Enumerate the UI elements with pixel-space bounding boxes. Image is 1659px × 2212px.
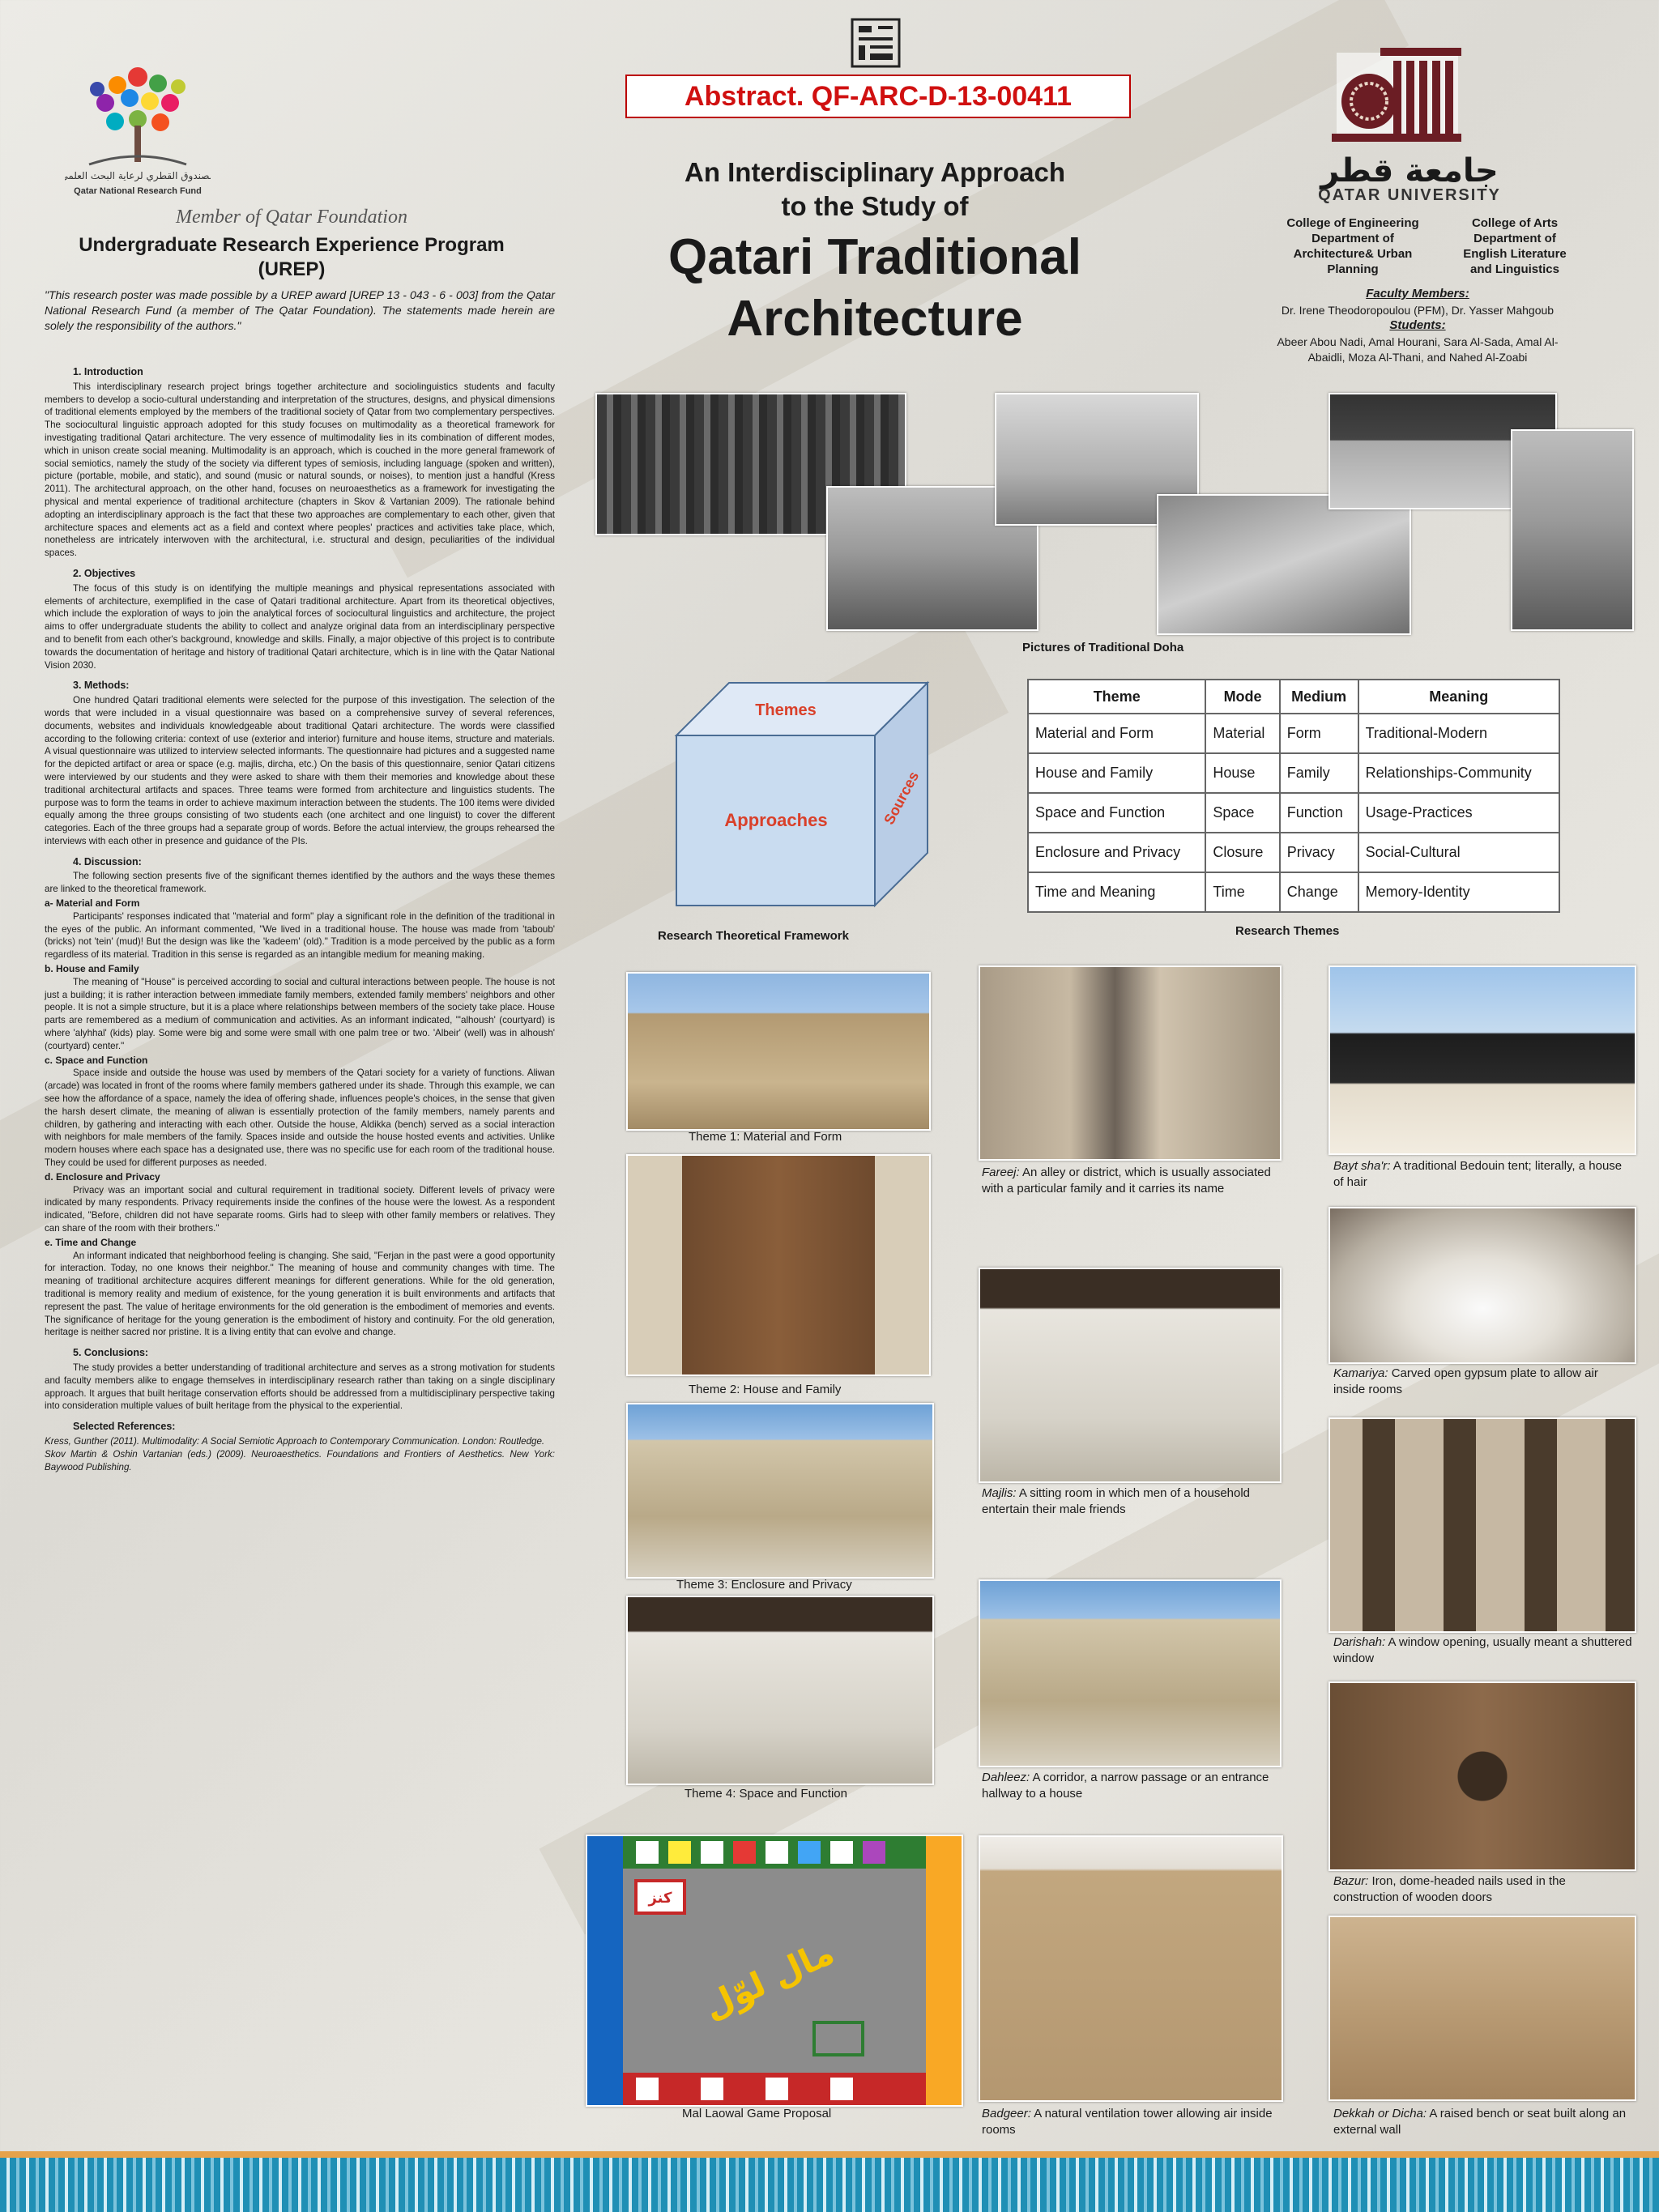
section-heading: 5. Conclusions: [73,1347,149,1359]
table-header-row [1028,680,1559,714]
faculty-names: Dr. Irene Theodoropoulou (PFM), Dr. Yasser Mahgoub [1281,304,1555,317]
table-header: Theme [1028,680,1205,714]
glossary-term: Dahleez: [982,1771,1030,1784]
glossary-definition: A sitting room in which men of a household entertain their male friends [982,1486,1251,1516]
glossary-fareej [982,1165,1290,1197]
student-line: Abeer Abou Nadi, Amal Hourani, Sara Al-Sada, Amal Al- [1277,335,1559,348]
section-heading: Selected References: [73,1421,176,1433]
member-of-qf: Member of Qatar Foundation [176,207,407,228]
dept-line: and Linguistics [1469,262,1559,276]
glossary-definition: An alley or district, which is usually associated with a particular family and it carries its name [982,1166,1271,1196]
glossary-term: Majlis: [982,1486,1017,1500]
subtitle-line: An Interdisciplinary Approach [684,157,1066,187]
table-header: Mode [1205,680,1279,714]
qatar-university-name: QATAR UNIVERSITY [1318,186,1501,204]
table-cell: Privacy [1280,833,1358,872]
photo-theme-space [626,1596,934,1785]
title-line: Qatari Traditional [668,229,1081,285]
page-title [616,227,1134,350]
glossary-term: Fareej: [982,1166,1020,1179]
photo-dahleez [979,1579,1282,1767]
table-cell: Change [1280,872,1358,912]
photo-theme-house [626,1154,931,1376]
framework-cube-diagram [672,679,940,922]
photo-caption: Theme 2: House and Family [689,1383,842,1396]
photo-kamariya [1328,1207,1636,1364]
abstract-id: Abstract. QF-ARC-D-13-00411 [625,75,1131,118]
cube-label-approaches: Approaches [724,810,828,830]
table-cell: Time [1205,872,1279,912]
table-cell: House [1205,753,1279,793]
glossary-term: Dekkah or Dicha: [1333,2107,1427,2120]
reference: Skov Martin & Oshin Vartanian (eds.) (2009). Neuroaesthetics. Foundations and Frontiers of Aesthetics. New York: Baywood Publishing. [45,1448,555,1473]
subsection-text: The meaning of "House" is perceived according to social and cultural interactions between people. The house is not just a building; it is rather interaction between immediate family members, extended family members' neighbors and other people. It is not a simple structure, but it is a place where relationships between members of the society take place. House parts are remembered as a medium of communication and activities. As an informant indicated, "'alhoush' (courtyard) is where 'alyhhal' (kids) play. Some were big and some were small with one palm tree or two. 'Albeir' (well) was in alhoush' (courtyard) center." [45,976,555,1051]
game-board-image [586,1835,963,2107]
program-abbr: (UREP) [258,258,326,280]
table-row [1028,753,1559,793]
subsection-text: Space inside and outside the house was used by members of the Qatari society for a variety of functions. Aliwan (arcade) was located in front of the rooms where family members gathered under its shade. Through this example, we can see how the affordance of a space, namely the idea of offering shade, influences people's choices, in the sense that given the harsh desert climate, the meaning of aliwan is essentially protection of the family members, namely parents and children, by gathering and interacting with each other. Outside the house, Aldikka (bench) served as a social interaction with neighbors for male members of the family. Spaces inside and outside the house hosted events and activities. Unlike modern houses where each space has a designated use, there was no specific use for each room of the traditional house. They could be used for different purposes as needed. [45,1068,555,1169]
glossary-definition: A raised bench or seat built along an external wall [1333,2107,1627,2137]
table-cell: Traditional-Modern [1358,714,1559,753]
table-cell: Closure [1205,833,1279,872]
photo-caption: Theme 4: Space and Function [684,1787,847,1801]
glossary-badgeer [982,2106,1290,2138]
glossary-kamariya [1333,1366,1633,1398]
photo-doha-street [1157,494,1411,635]
table-cell: Function [1280,793,1358,833]
disclaimer: "This research poster was made possible by a UREP award [UREP 13 - 043 - 6 - 003] from the Qatar National Research Fund (a member of The Qatar Foundation). The statements made herein are solely the responsibility of the authors." [45,288,555,332]
table-cell: Material [1205,714,1279,753]
table-row [1028,872,1559,912]
pictures-caption: Pictures of Traditional Doha [1022,641,1184,654]
photo-dekkah [1328,1916,1636,2101]
glossary-term: Kamariya: [1333,1366,1388,1380]
research-themes-table [1027,679,1560,913]
section-heading: 2. Objectives [73,567,136,579]
table-header: Meaning [1358,680,1559,714]
subsection-heading: d. Enclosure and Privacy [45,1170,160,1183]
glossary-definition: A window opening, usually meant a shuttered window [1333,1635,1632,1665]
photo-doha-alley [1511,429,1634,631]
subtitle-line: to the Study of [781,191,969,221]
photo-majlis [979,1268,1282,1483]
subsection-text: Privacy was an important social and cultural requirement in traditional society. Different levels of privacy were indicated by many respondents. Privacy requirements inside the confines of the house were the lowest. As a respondent indicated, "Before, children did not have separate rooms. Girls had to sleep with other family members or relatives. They can share of the room with their brothers." [45,1184,555,1234]
glossary-term: Darishah: [1333,1635,1386,1649]
photo-bazur [1328,1681,1636,1871]
qatar-university-arabic: جامعة قطر [1320,152,1499,190]
photo-theme-material [626,972,931,1131]
glossary-darisha [1333,1634,1633,1667]
table-cell: Time and Meaning [1028,872,1205,912]
photo-darisha [1328,1417,1636,1633]
students-heading: Students: [1389,318,1446,332]
glossary-term: Badgeer: [982,2107,1031,2120]
footer-pattern [0,2158,1659,2212]
table-cell: Memory-Identity [1358,872,1559,912]
conclusions-text: The study provides a better understanding of traditional architecture and serves as a strong motivation for students and faculty members alike to engage themselves in interdisciplinary research rather than taking on a single disciplinary approach. It argues that built heritage conservation efforts should be addressed from a multidisciplinary perspective taking into consideration multiple values of built heritage from the physical to the experiential. [45,1362,555,1412]
subsection-heading: b. House and Family [45,963,139,975]
dept-line: Planning [1327,262,1379,276]
svg-text:الصندوق القطري لرعاية البحث ال: الصندوق القطري لرعاية البحث العلمي [65,170,211,181]
footer-stripe [0,2151,1659,2158]
program-name: Undergraduate Research Experience Program [79,234,505,256]
program-title [32,233,551,282]
qnrf-logo [65,45,211,198]
glossary-definition: A corridor, a narrow passage or an entrance hallway to a house [982,1771,1269,1801]
section-heading: 4. Discussion: [73,855,142,867]
game-title-text: كنز [648,1890,672,1907]
college-engineering [1264,215,1442,277]
dept-line: Architecture& Urban [1293,247,1413,261]
themes-caption: Research Themes [1235,924,1340,938]
calligraphy-emblem-icon [851,18,901,68]
glossary-definition: A traditional Bedouin tent; literally, a house of hair [1333,1159,1623,1189]
subsection-text: Participants' responses indicated that "material and form" play a significant role in the definition of the traditional in the eyes of the public. An informant commented, "We lived in a traditional house. The house was made from 'taboub' (bricks) not 'tein' (mud)! But the design was like the 'kadeem' (old)." Tradition is a mode perceived by the public as a form regardless of its material. Tradition in this sense is regarded as an intangible medium for meaning making. [45,910,555,961]
glossary-dahleez [982,1770,1290,1802]
table-row [1028,833,1559,872]
title-line: Architecture [727,291,1023,347]
college-arts [1426,215,1604,277]
glossary-definition: Iron, dome-headed nails used in the construction of wooden doors [1333,1874,1566,1904]
photo-bayt-shar [1328,965,1636,1155]
section-heading: 1. Introduction [73,366,143,377]
table-cell: Enclosure and Privacy [1028,833,1205,872]
cube-label-sources: Sources [881,769,923,828]
table-cell: Usage-Practices [1358,793,1559,833]
section-heading: 3. Methods: [73,680,130,692]
faculty-heading: Faculty Members: [1366,287,1469,300]
table-cell: Relationships-Community [1358,753,1559,793]
glossary-bazur [1333,1873,1633,1906]
objectives-text: The focus of this study is on identifying the multiple meanings and physical representations associated with elements of architecture, exemplified in the case of Qatari traditional architecture. Apart from its theoretical objectives, which include the exploration of ways to join the analytical forces of sociocultural linguistics and architecture, the project aims to offer undergraduate students the ability to collect and analyze original data from an interdisciplinary perspective and to benefit from each other's background, knowledge and skills. Finally, a major objective of this project is to contribute towards the documentation of heritage and history of traditional Qatari architecture, which is in line with the Qatar National Vision 2030. [45,582,555,671]
intro-text: This interdisciplinary research project brings together architecture and sociolinguistics students and faculty members to develop a socio-cultural understanding and interpretation of the structures, designs, and physical dimensions of traditional elements employed by the members of the traditional society of Qatar from two complementary perspectives. The sociocultural linguistic approach adopted for this study focuses on multimodality as a theoretical framework for investigating traditional Qatari architecture. The very essence of multimodality lies in its combination of different modes, which in unison create social meaning. Multimodality is an approach, which is couched in the more general framework of social semiotics, namely the study of the society via different types of semiosis, including language (spoken and written), picture (portable, mobile, and static), and sound (music or natural sounds, or noises), to mention just a handful (Kress 2011). The architectural approach, on the other hand, focuses on neuroaesthetics as a framework for investigating the physical and mental experience of traditional architecture (chapters in Skov & Vartanian 2009). The rationale behind adopting an interdisciplinary approach is the fact that these two approaches are complementary to each other, given that architecture spaces and elements act as a field and context where peoples' practices and activities take place, which, nonetheless are intricately interwoven with the architectural, i.e. structural and design, peculiarities of the individual spaces. [45,381,555,559]
student-names [1247,335,1588,365]
cube-label-themes: Themes [755,701,817,719]
table-cell: Social-Cultural [1358,833,1559,872]
methods-text: One hundred Qatari traditional elements were selected for the purpose of this investigation. The selection of the words that were included in a visual questionnaire was based on a comprehensive survey of several references, documents, websites and individuals knowledgeable about traditional Qatari architecture. The words were classified according to the following criteria: context of use (exterior and interior) furniture and house items, structure and materials. A visual questionnaire was utilized to interview selected informants. The questionnaire had pictures and a suggested name for the depicted artifact or area or space (e.g. majlis, dircha, etc.) On the basis of this questionnaire, senior Qatari citizens were interviewed by our students and they were asked to share with them their memories and knowledge about these traditional architectural artifacts and spaces. Three teams were formed from architecture and linguistics students. The purpose was to form the teams in order to achieve maximum interaction between the students. The 100 items were divided equally among the three groups consisting of two students each (one architect and one linguist) to cover the different categories. Each of the three groups had a separate group of words. Before the actual interview, the groups rehearsed the interviews with each other in presence and guidance of the PIs. [45,695,555,846]
table-cell: Material and Form [1028,714,1205,753]
subsection-heading: c. Space and Function [45,1054,148,1066]
glossary-bayt-shar [1333,1158,1633,1191]
subsection-text: An informant indicated that neighborhood feeling is changing. She said, "Ferjan in the past were a good opportunity for interaction. Today, no one knows their neighbor." The meaning of house and community changes with time. The meaning of traditional architecture acquires different meanings for different generations. While for the old generation, traditional is memory reality and medium of existence, for the young generation it is built environments and artifacts that represent the past. The value of heritage environments for the old generation is the embodiment of memories and events. The significance of heritage for the young generation is the embodiment of history and continuity. For the old generation, heritage is neither sacred nor pristine. It is a living entity that can evolve and change. [45,1250,555,1338]
glossary-dekkah [1333,2106,1633,2138]
table-cell: House and Family [1028,753,1205,793]
game-banner-text: مال لوّل [697,1932,840,2027]
table-cell: Space [1205,793,1279,833]
glossary-term: Bazur: [1333,1874,1369,1888]
glossary-majlis [982,1485,1290,1518]
table-cell: Space and Function [1028,793,1205,833]
dept-line: Department of [1473,232,1556,245]
table-row [1028,714,1559,753]
glossary-definition: A natural ventilation tower allowing air inside rooms [982,2107,1273,2137]
college-name: College of Engineering [1286,216,1419,230]
photo-badgeer [979,1835,1283,2102]
photo-fareej [979,965,1282,1161]
table-cell: Family [1280,753,1358,793]
subtitle [616,156,1134,224]
dept-line: English Literature [1463,247,1567,261]
discussion-text: The following section presents five of the significant themes identified by the authors and the ways these themes are linked to the theoretical framework. [45,871,555,895]
student-line: Abaidli, Moza Al-Thani, and Nahed Al-Zoabi [1307,351,1528,364]
subsection-heading: a- Material and Form [45,897,140,910]
glossary-definition: Carved open gypsum plate to allow air inside rooms [1333,1366,1598,1396]
subsection-heading: e. Time and Change [45,1236,137,1248]
table-row [1028,793,1559,833]
table-header: Medium [1280,680,1358,714]
dept-line: Department of [1311,232,1394,245]
college-name: College of Arts [1471,216,1559,230]
photo-caption: Theme 1: Material and Form [689,1130,842,1144]
qatar-university-logo [1312,45,1507,166]
photo-theme-enclosure [626,1403,934,1579]
table-cell: Form [1280,714,1358,753]
game-caption: Mal Laowal Game Proposal [682,2107,832,2120]
reference: Kress, Gunther (2011). Multimodality: A Social Semiotic Approach to Contemporary Communication. London: Routledge. [45,1435,545,1447]
svg-text:Qatar National Research Fund: Qatar National Research Fund [74,186,202,196]
body-text-column [45,358,555,1473]
framework-caption: Research Theoretical Framework [658,929,849,943]
glossary-term: Bayt sha'r: [1333,1159,1391,1173]
photo-caption: Theme 3: Enclosure and Privacy [676,1578,852,1592]
